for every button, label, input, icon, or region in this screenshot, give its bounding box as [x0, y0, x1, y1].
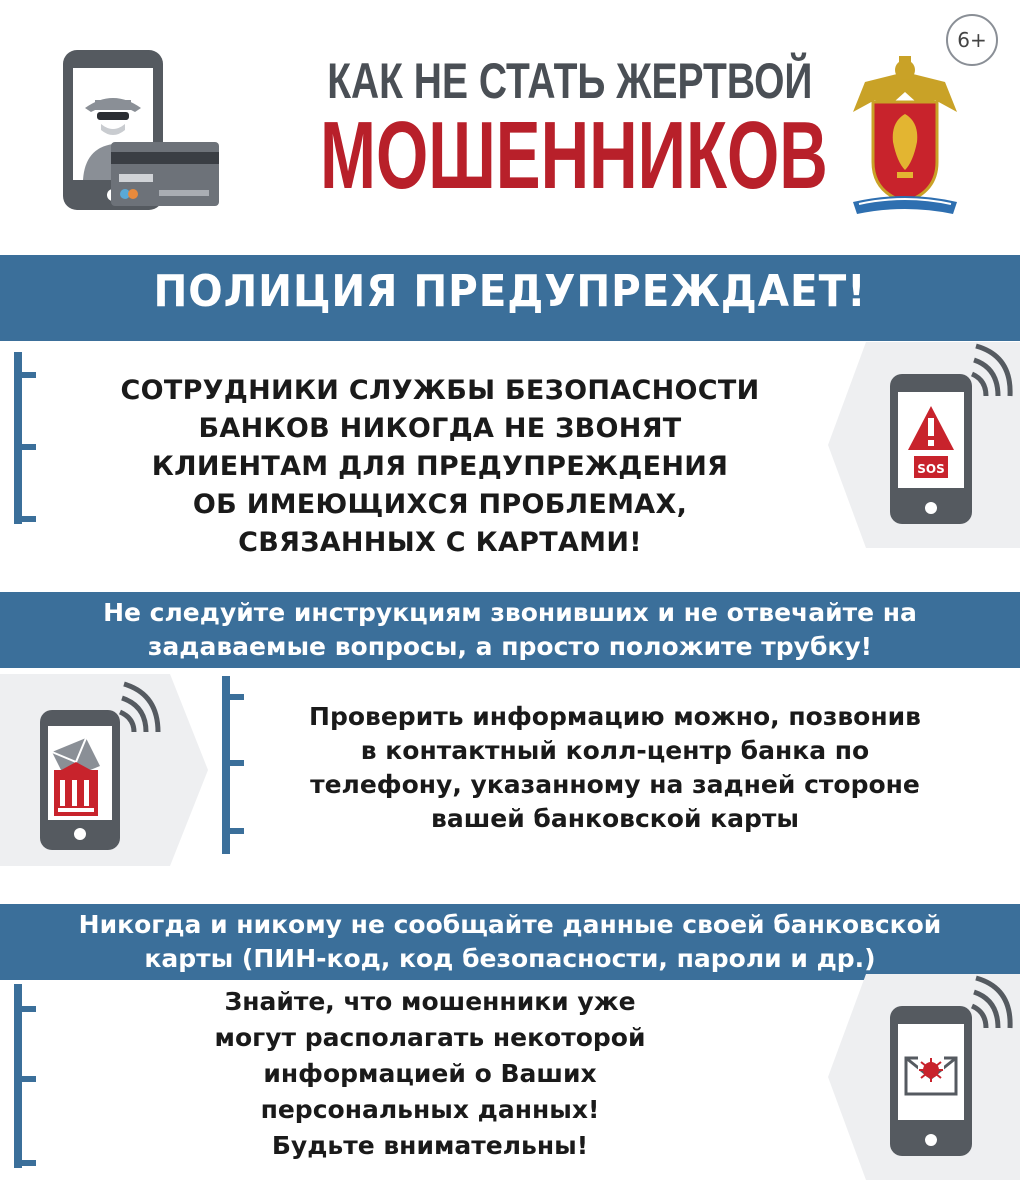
bracket-tick [14, 1006, 36, 1012]
bracket-tick [222, 694, 244, 700]
phone-hacker-card-icon [55, 48, 225, 218]
bracket-tick [222, 828, 244, 834]
bracket-tick [14, 444, 36, 450]
section3-text: Знайте, что мошенники уже могут располагать некоторой информацией о Ваших персональных данных! Будьте внимательны! [214, 987, 646, 1160]
warning-banner-2-text: Не следуйте инструкциям звонивших и не отвечайте на задаваемые вопросы, а просто положите трубку! [103, 598, 917, 661]
phone-sos-icon [826, 340, 1020, 550]
police-emblem-icon [845, 52, 965, 222]
main-banner-text: ПОЛИЦИЯ ПРЕДУПРЕЖДАЕТ! [153, 266, 867, 317]
bracket-tick [14, 372, 36, 378]
bracket-tick [14, 1076, 36, 1082]
page-title-line2: МОШЕННИКОВ [320, 102, 828, 209]
bracket-tick [14, 1160, 36, 1166]
phone-virus-mail-icon [826, 972, 1020, 1182]
page-title-line1: КАК НЕ СТАТЬ ЖЕРТВОЙ [327, 53, 813, 109]
section1-text: СОТРУДНИКИ СЛУЖБЫ БЕЗОПАСНОСТИ БАНКОВ НИКОГДА НЕ ЗВОНЯТ КЛИЕНТАМ ДЛЯ ПРЕДУПРЕЖДЕНИЯ ОБ ИМЕЮЩИХСЯ ПРОБЛЕМАХ, СВЯЗАННЫХ С КАРТАМИ! [120, 375, 760, 558]
bracket-tick [222, 760, 244, 766]
warning-banner-3-text: Никогда и никому не сообщайте данные своей банковской карты (ПИН-код, код безопасности, пароли и др.) [78, 910, 942, 973]
phone-bank-icon [0, 670, 210, 870]
bracket-tick [14, 516, 36, 522]
section2-text: Проверить информацию можно, позвонив в контактный колл-центр банка по телефону, указанному на задней стороне вашей банковской карты [309, 702, 921, 833]
age-rating-badge: 6+ [946, 14, 998, 66]
sos-label: SOS [917, 462, 945, 476]
